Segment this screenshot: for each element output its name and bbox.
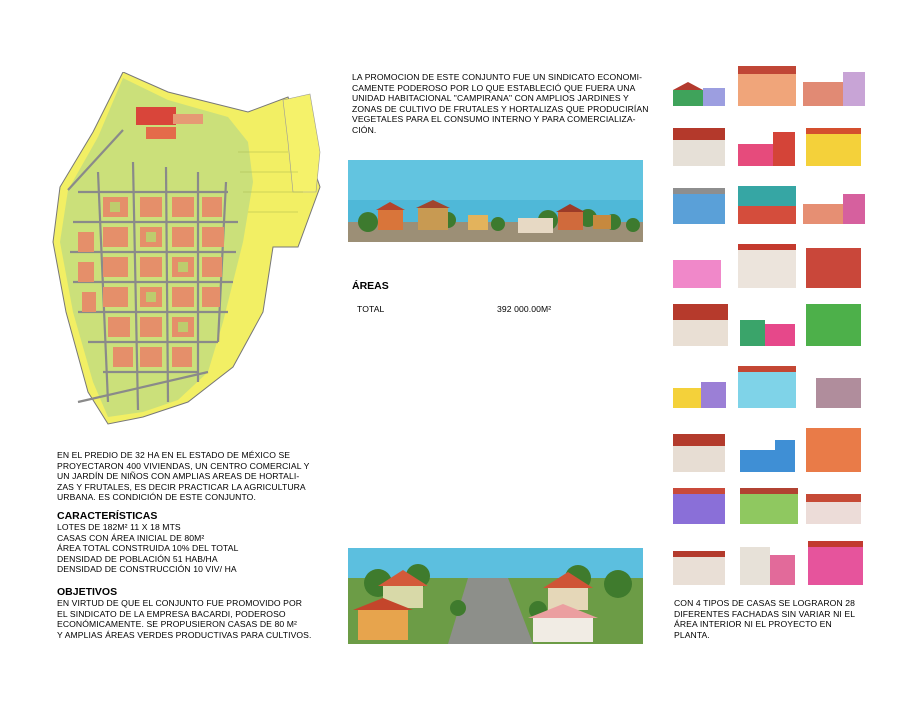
model-photo-top	[348, 160, 643, 242]
facades-row-last-image	[668, 535, 868, 590]
areas-total-value: 392 000.00M²	[497, 304, 552, 314]
facades-caption: CON 4 TIPOS DE CASAS SE LOGRARON 28 DIFERENTES FACHADAS SIN VARIAR NI EL ÁREA INTERIOR NI EL PROYECTO EN PLANTA.	[674, 598, 856, 640]
intro-paragraph: LA PROMOCION DE ESTE CONJUNTO FUE UN SINDICATO ECONOMI- CAMENTE PODEROSO POR LO QUE ESTABLECIÓ QUE FUERA UNA UNIDAD HABITACIONAL "CAMPIRANA" CON AMPLIOS JARDINES Y ZONAS DE CULTIVO DE FRUTALES Y HORTALIZAS QUE PRODUCIRÍAN VEGETALES PARA EL CONSUMO INTERNO Y PARA COMERCIALIZA- CIÓN.	[352, 72, 649, 135]
areas-heading: ÁREAS	[352, 280, 389, 292]
caracteristica-item: DENSIDAD DE POBLACIÓN 51 HAB/HA	[57, 553, 218, 564]
facade-row	[673, 304, 861, 346]
facade-row	[673, 366, 861, 408]
facade-row	[673, 186, 865, 224]
facade-row	[673, 428, 861, 472]
caracteristica-item: CASAS CON ÁREA INICIAL DE 80M²	[57, 532, 205, 543]
facade-row	[673, 488, 861, 524]
objetivos-paragraph: EN VIRTUD DE QUE EL CONJUNTO FUE PROMOVIDO POR EL SINDICATO DE LA EMPRESA BACARDI, PODEROSO ECONÓMICAMENTE. SE PROPUSIERON CASAS DE 80 M² Y AMPLIAS ÁREAS VERDES PRODUCTIVAS PARA CULTIVOS.	[57, 598, 312, 640]
facade-row	[673, 128, 861, 166]
objetivos-heading: OBJETIVOS	[57, 586, 118, 598]
areas-total-label: TOTAL	[357, 304, 385, 314]
caracteristicas-heading: CARACTERÍSTICAS	[57, 510, 158, 522]
caracteristica-item: LOTES DE 182M² 11 X 18 MTS	[57, 522, 181, 532]
description-paragraph: EN EL PREDIO DE 32 HA EN EL ESTADO DE MÉXICO SE PROYECTARON 400 VIVIENDAS, UN CENTRO COMERCIAL Y UN JARDÍN DE NIÑOS CON AMPLIAS AREAS DE HORTALI- ZAS Y FRUTALES, ES DECIR PRACTICAR LA AGRICULTURA URBANA. ES CONDICIÓN DE ESTE CONJUNTO.	[57, 450, 310, 502]
model-photo-bottom	[348, 548, 643, 644]
caracteristica-item: ÁREA TOTAL CONSTRUIDA 10% DEL TOTAL	[57, 543, 239, 553]
caracteristica-item: DENSIDAD DE CONSTRUCCIÓN 10 VIV/ HA	[57, 564, 237, 574]
site-plan-image	[48, 72, 330, 442]
facades-grid-image	[668, 62, 868, 532]
facade-row	[673, 66, 865, 106]
facade-row	[673, 244, 861, 288]
caracteristicas-list	[57, 522, 337, 575]
